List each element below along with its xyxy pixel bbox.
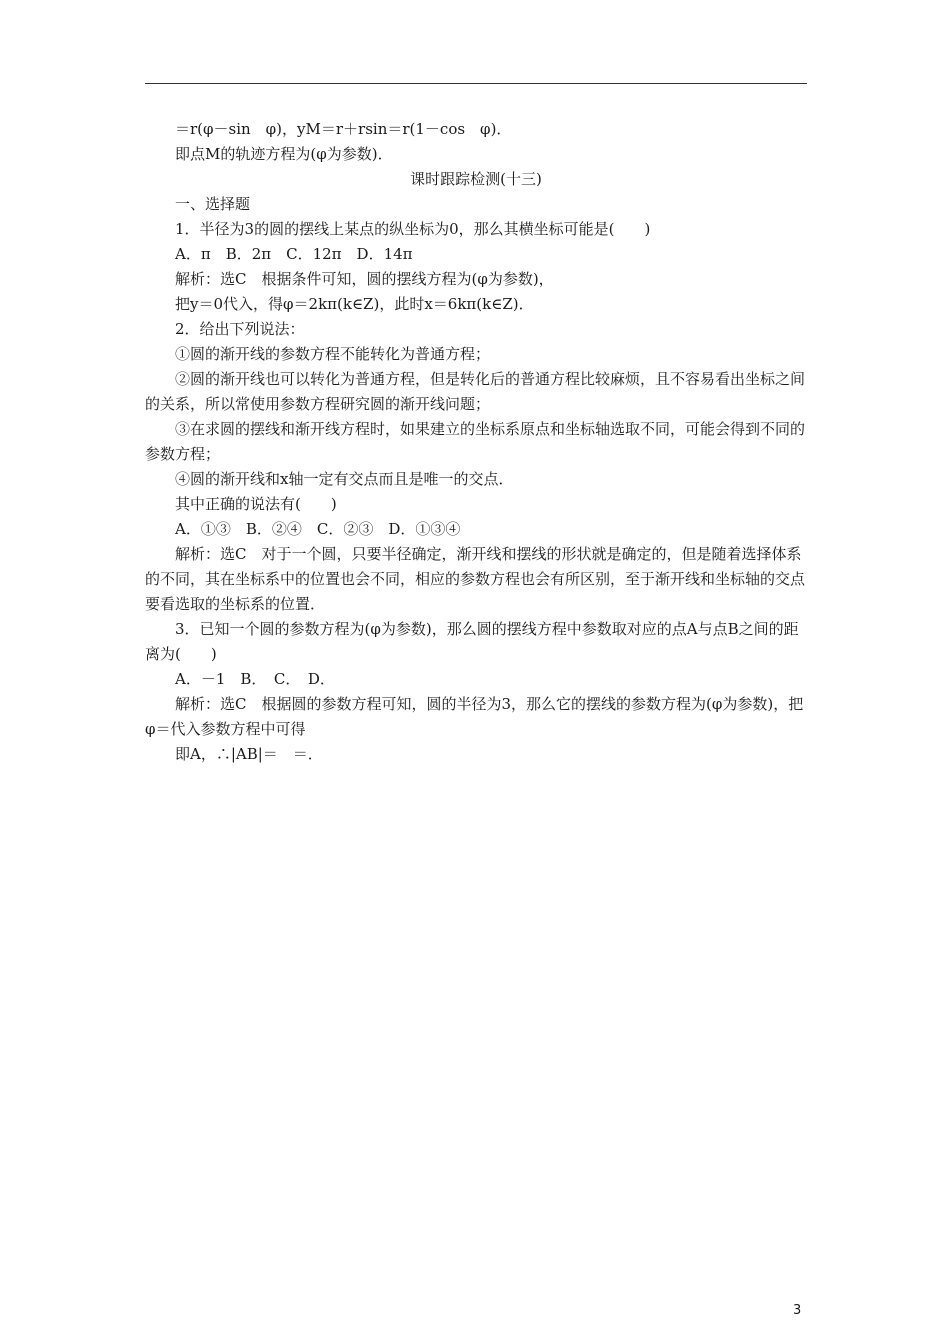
question-1: 1．半径为3的圆的摆线上某点的纵坐标为0，那么其横坐标可能是( ) xyxy=(175,220,651,238)
solution-3: 解析：选C 根据圆的参数方程可知，圆的半径为3，那么它的摆线的参数方程为(φ为参数)，把φ＝代入参数方程中可得 xyxy=(145,695,804,738)
question-3: 3．已知一个圆的参数方程为(φ为参数)，那么圆的摆线方程中参数取对应的点A与点B之间的距离为( ) xyxy=(145,620,799,663)
solution-2: 解析：选C 对于一个圆，只要半径确定，渐开线和摆线的形状就是确定的，但是随着选择体系的不同，其在坐标系中的位置也会不同，相应的参数方程也会有所区别，至于渐开线和坐标轴的交点要看选取的坐标系的位置． xyxy=(145,545,806,613)
options-1: A．π B．2π C．12π D．14π xyxy=(175,245,413,263)
question-2-prompt: 其中正确的说法有( ) xyxy=(175,495,337,513)
document-body xyxy=(145,117,807,767)
section-title: 课时跟踪检测(十三) xyxy=(410,170,542,188)
solution-1-cont: 把y＝0代入，得φ＝2kπ(k∈Z)，此时x＝6kπ(k∈Z)． xyxy=(175,295,534,313)
statement-2: ②圆的渐开线也可以转化为普通方程，但是转化后的普通方程比较麻烦，且不容易看出坐标之间的关系，所以常使用参数方程研究圆的渐开线问题； xyxy=(145,370,806,413)
statement-3: ③在求圆的摆线和渐开线方程时，如果建立的坐标系原点和坐标轴选取不同，可能会得到不同的参数方程； xyxy=(145,420,806,463)
statement-4: ④圆的渐开线和x轴一定有交点而且是唯一的交点． xyxy=(175,470,514,488)
options-3: A．－1 B． C． D． xyxy=(175,670,335,688)
solution-3-cont: 即A，∴|AB|＝ ＝． xyxy=(175,745,323,763)
text-line: 即点M的轨迹方程为(φ为参数)． xyxy=(175,145,393,163)
solution-1: 解析：选C 根据条件可知，圆的摆线方程为(φ为参数)， xyxy=(175,270,554,288)
options-2: A．①③ B．②④ C．②③ D．①③④ xyxy=(175,520,461,538)
statement-1: ①圆的渐开线的参数方程不能转化为普通方程； xyxy=(175,345,491,363)
section-heading: 一、选择题 xyxy=(175,195,251,213)
page-number: 3 xyxy=(793,1303,802,1318)
text-line: ＝r(φ－sin φ)，yM＝r＋rsin＝r(1－cos φ)． xyxy=(175,120,512,138)
question-2: 2．给出下列说法： xyxy=(175,320,305,338)
header-rule xyxy=(145,83,807,84)
